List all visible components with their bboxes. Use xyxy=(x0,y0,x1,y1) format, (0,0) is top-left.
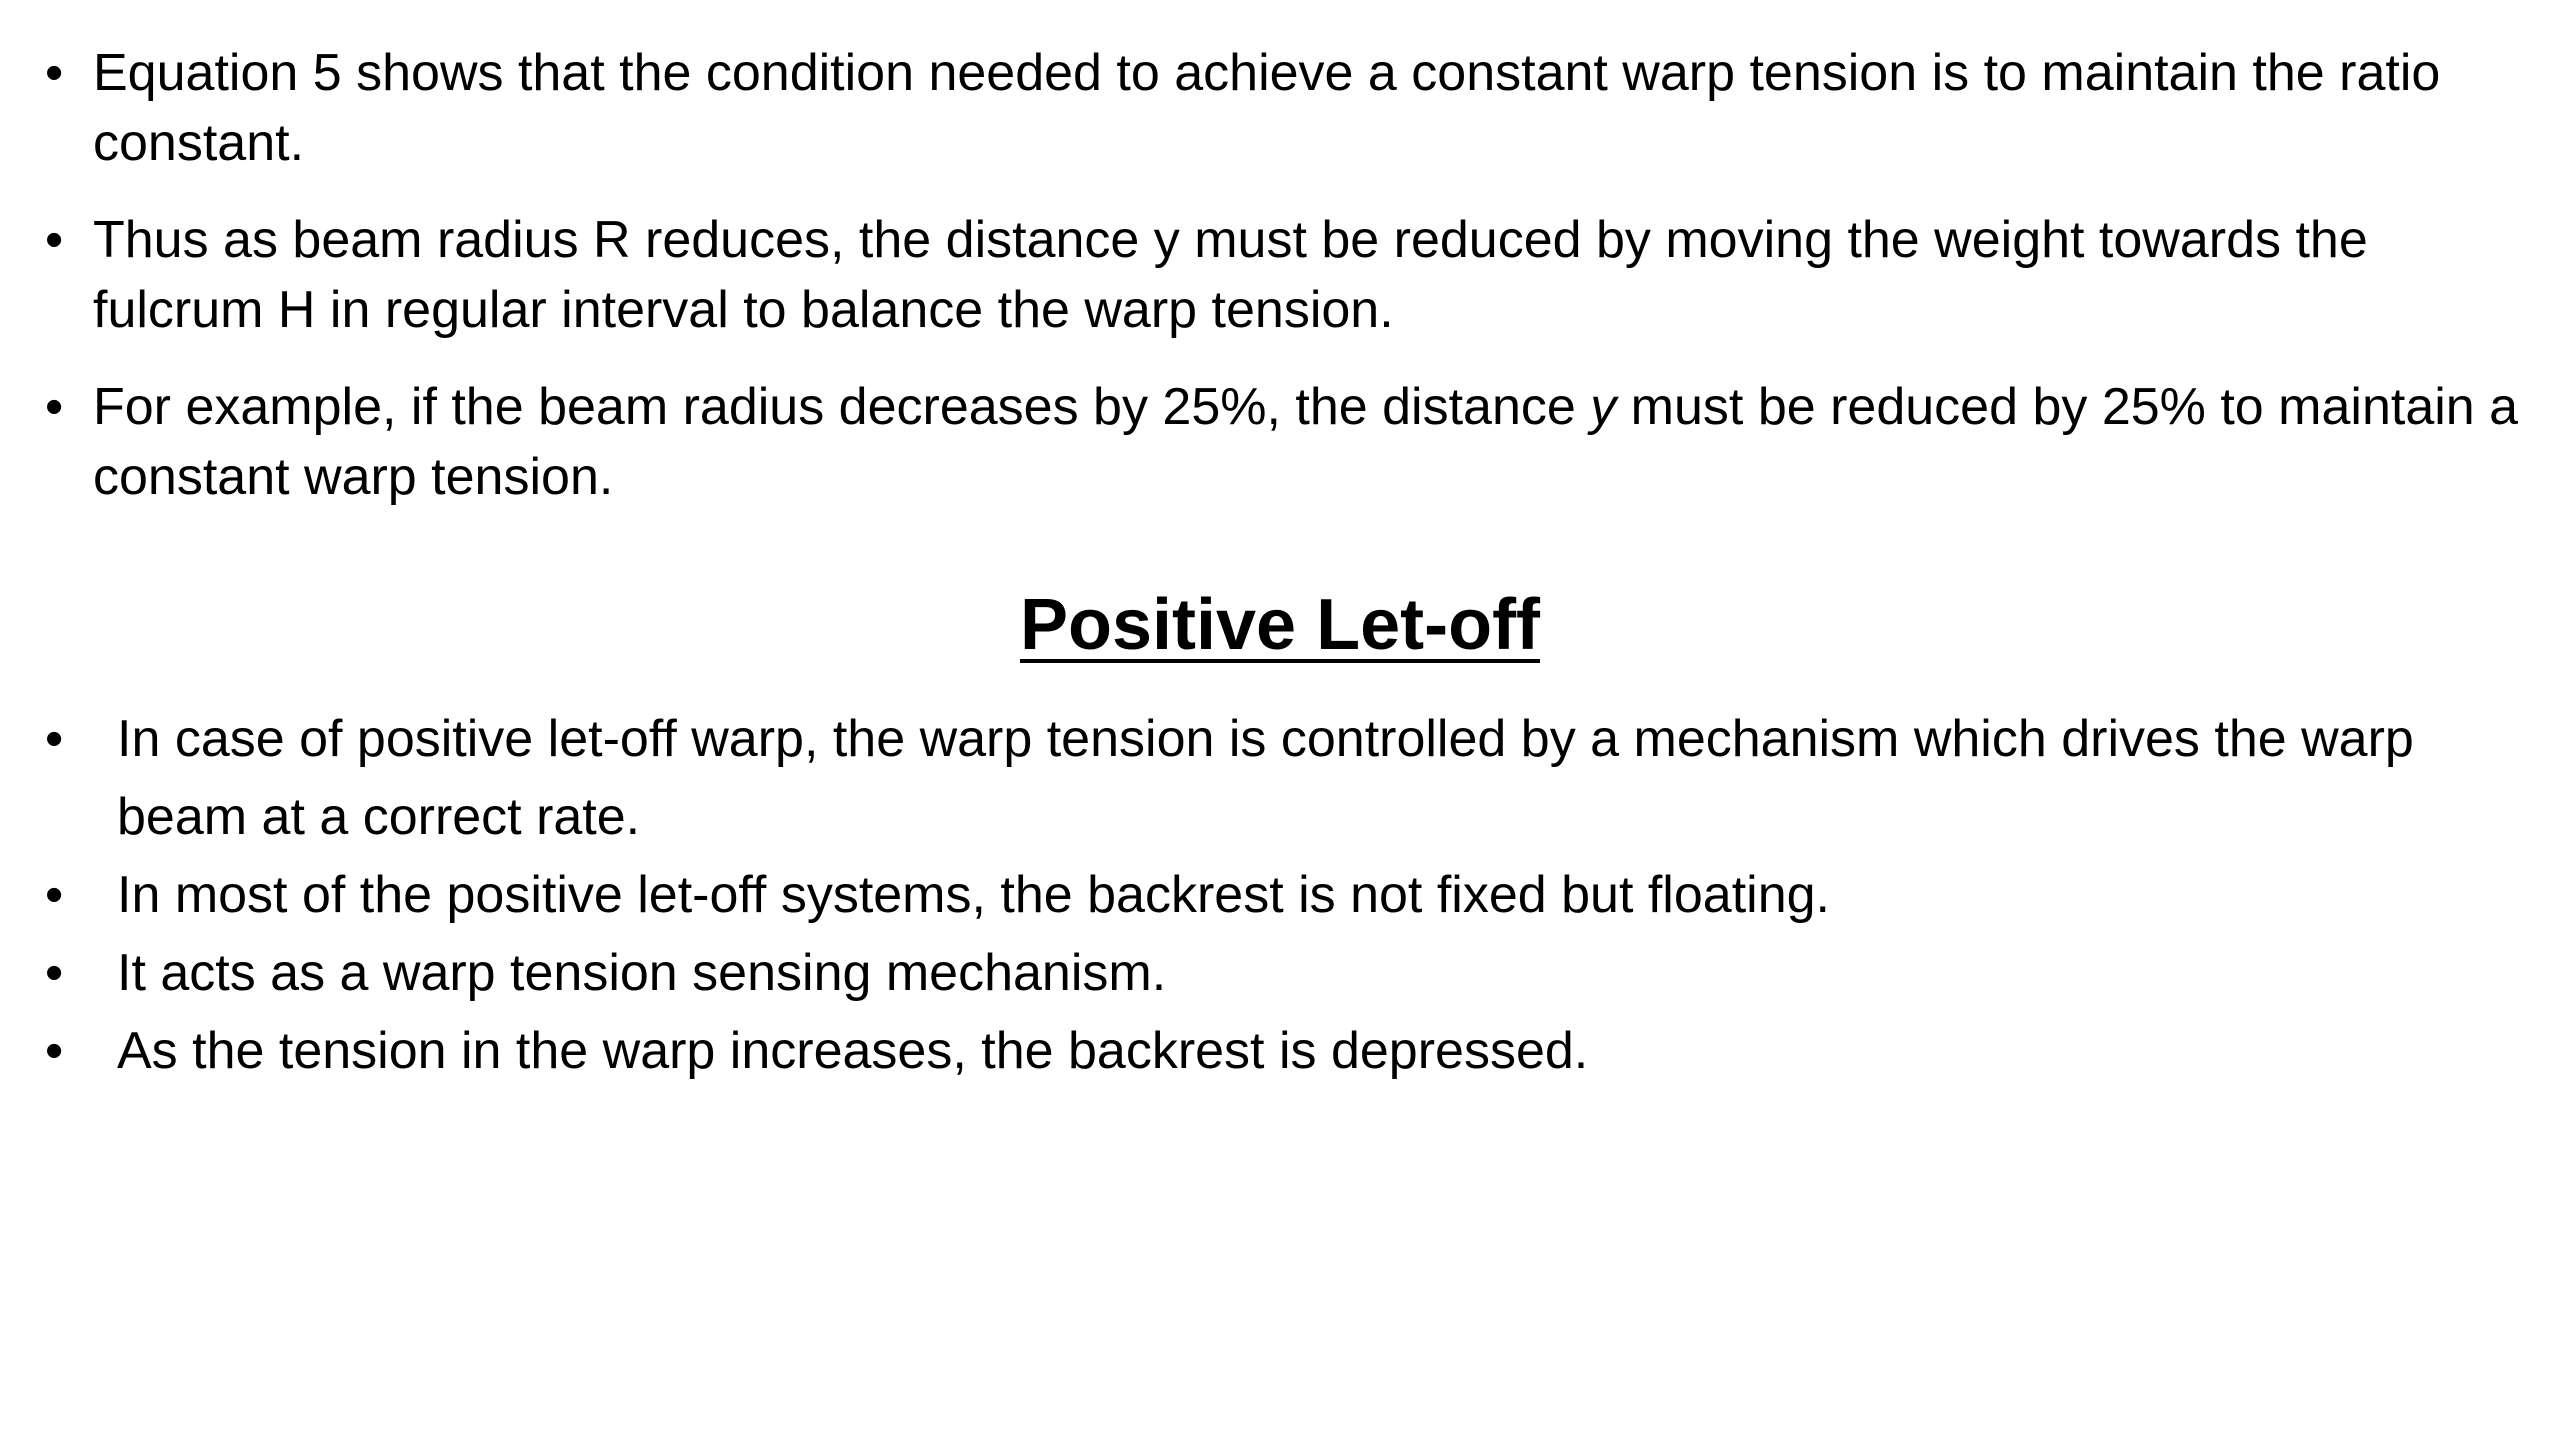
bullet-item-beam-radius xyxy=(45,205,2535,345)
bullet-icon: • xyxy=(45,44,64,102)
bullet-text-part: must be reduced by 25% to maintain a constant warp tension. xyxy=(93,378,2519,506)
bullet-icon: • xyxy=(45,866,64,924)
bullet-text: In case of positive let-off warp, the warp tension is controlled by a mechanism which drives the warp beam at a correct rate. xyxy=(117,710,2414,846)
bullet-item-sensing xyxy=(45,934,2535,1012)
bullet-text-part: For example, if the beam radius decreases by 25%, the distance xyxy=(93,378,1591,436)
bullet-item-positive-letoff xyxy=(45,700,2535,856)
bullet-icon: • xyxy=(45,1022,64,1080)
italic-variable: y xyxy=(1590,378,1617,436)
bullet-icon: • xyxy=(45,944,64,1002)
bullet-item-example xyxy=(45,372,2535,512)
bullet-icon: • xyxy=(45,378,64,436)
bullet-item-depressed xyxy=(45,1012,2535,1090)
bullet-text xyxy=(93,372,2535,512)
bullet-item-equation xyxy=(45,38,2535,178)
section-heading-text: Positive Let-off xyxy=(1019,585,1541,665)
bullet-text: Equation 5 shows that the condition needed to achieve a constant warp tension is to maintain the ratio constant. xyxy=(93,44,2441,172)
top-bullet-list xyxy=(45,38,2535,539)
bottom-bullet-list xyxy=(45,700,2535,1090)
bullet-text: In most of the positive let-off systems, the backrest is not fixed but floating. xyxy=(117,866,1830,924)
bullet-text: It acts as a warp tension sensing mechanism. xyxy=(117,944,1167,1002)
bullet-icon: • xyxy=(45,211,64,269)
section-heading xyxy=(0,580,2560,670)
bullet-text: As the tension in the warp increases, the backrest is depressed. xyxy=(117,1022,1589,1080)
bullet-icon: • xyxy=(45,710,64,768)
bullet-item-floating-backrest xyxy=(45,856,2535,934)
bullet-text: Thus as beam radius R reduces, the distance y must be reduced by moving the weight towards the fulcrum H in regular interval to balance the warp tension. xyxy=(93,211,2368,339)
